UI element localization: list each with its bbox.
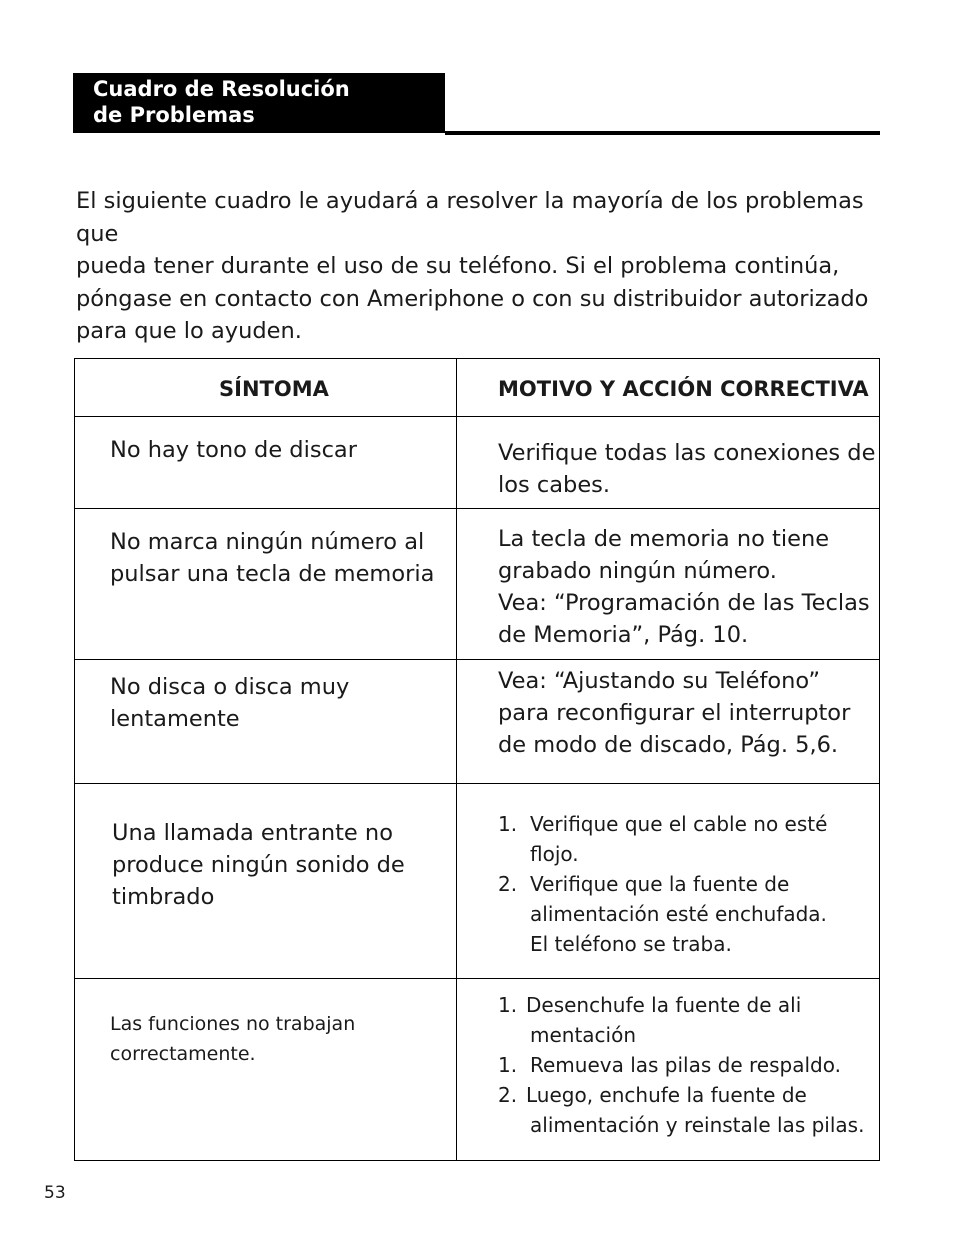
action-line: grabado ningún número.: [498, 558, 777, 584]
item-line: El teléfono se traba.: [530, 932, 732, 956]
item-number: 1.: [498, 812, 518, 836]
item-number: 1.: [498, 1053, 518, 1077]
item-number: 2.: [498, 1083, 518, 1107]
action-list-item: [498, 990, 864, 1020]
row-divider: [75, 978, 879, 979]
row-divider: [75, 416, 879, 417]
intro-line: para que lo ayuden.: [76, 318, 302, 344]
column-divider: [456, 359, 457, 1160]
action-list-item: [498, 869, 827, 899]
item-line: Desenchufe la fuente de ali: [526, 993, 802, 1017]
intro-line: El siguiente cuadro le ayudará a resolver la mayoría de los problemas que: [76, 188, 864, 247]
action-line: de modo de discado, Pág. 5,6.: [498, 732, 839, 758]
intro-paragraph: [76, 185, 886, 348]
action-line: Vea: “Programación de las Teclas: [498, 590, 870, 616]
item-number: 1.: [498, 993, 518, 1017]
item-line: Verifique que la fuente de: [530, 872, 790, 896]
action-line: Verifique todas las conexiones de: [498, 440, 876, 466]
symptom-line: correctamente.: [110, 1043, 256, 1065]
action-column-header: MOTIVO Y ACCIÓN CORRECTIVA: [498, 377, 869, 401]
row-divider: [75, 659, 879, 660]
action-list-item: [498, 1080, 864, 1110]
item-line: mentación: [530, 1023, 637, 1047]
action-cell: [498, 665, 850, 761]
symptom-line: Las funciones no trabajan: [110, 1013, 356, 1035]
symptom-line: No disca o disca muy: [110, 674, 350, 700]
symptom-cell: [110, 1009, 355, 1069]
action-list: [498, 990, 864, 1140]
symptom-line: No marca ningún número al: [110, 529, 425, 555]
item-line: flojo.: [530, 842, 579, 866]
action-line: La tecla de memoria no tiene: [498, 526, 830, 552]
section-title-box: [73, 73, 445, 133]
section-title-line-1: Cuadro de Resolución: [93, 77, 350, 101]
symptom-line: Una llamada entrante no: [112, 820, 393, 846]
item-line: Remueva las pilas de respaldo.: [530, 1053, 841, 1077]
item-number: 2.: [498, 872, 518, 896]
action-line: Vea: “Ajustando su Teléfono”: [498, 668, 821, 694]
troubleshooting-table: [74, 358, 880, 1161]
symptom-line: No hay tono de discar: [110, 437, 357, 463]
page-number: 53: [44, 1183, 66, 1203]
symptom-line: timbrado: [112, 884, 215, 910]
action-line: para reconfigurar el interruptor: [498, 700, 851, 726]
symptom-column-header: SÍNTOMA: [219, 377, 329, 401]
symptom-line: pulsar una tecla de memoria: [110, 561, 435, 587]
action-list-item: [498, 809, 827, 839]
item-line: alimentación esté enchufada.: [530, 902, 827, 926]
symptom-cell: [110, 526, 434, 590]
row-divider: [75, 508, 879, 509]
action-line: de Memoria”, Pág. 10.: [498, 622, 749, 648]
item-line: alimentación y reinstale las pilas.: [530, 1113, 865, 1137]
symptom-cell: [112, 817, 405, 913]
intro-line: pueda tener durante el uso de su teléfono. Si el problema continúa,: [76, 253, 840, 279]
section-title-line-2: de Problemas: [93, 103, 255, 127]
item-line: Luego, enchufe la fuente de: [526, 1083, 807, 1107]
header-rule: [445, 131, 880, 135]
action-cell: [498, 437, 875, 501]
symptom-cell: [110, 671, 349, 735]
symptom-line: produce ningún sonido de: [112, 852, 405, 878]
symptom-line: lentamente: [110, 706, 240, 732]
intro-line: póngase en contacto con Ameriphone o con su distribuidor autorizado: [76, 285, 869, 312]
action-cell: [498, 523, 870, 651]
action-list: [498, 809, 827, 959]
symptom-cell: [110, 434, 357, 466]
action-line: los cabes.: [498, 472, 611, 498]
row-divider: [75, 783, 879, 784]
item-line: Verifique que el cable no esté: [530, 812, 828, 836]
action-list-item: [498, 1050, 864, 1080]
